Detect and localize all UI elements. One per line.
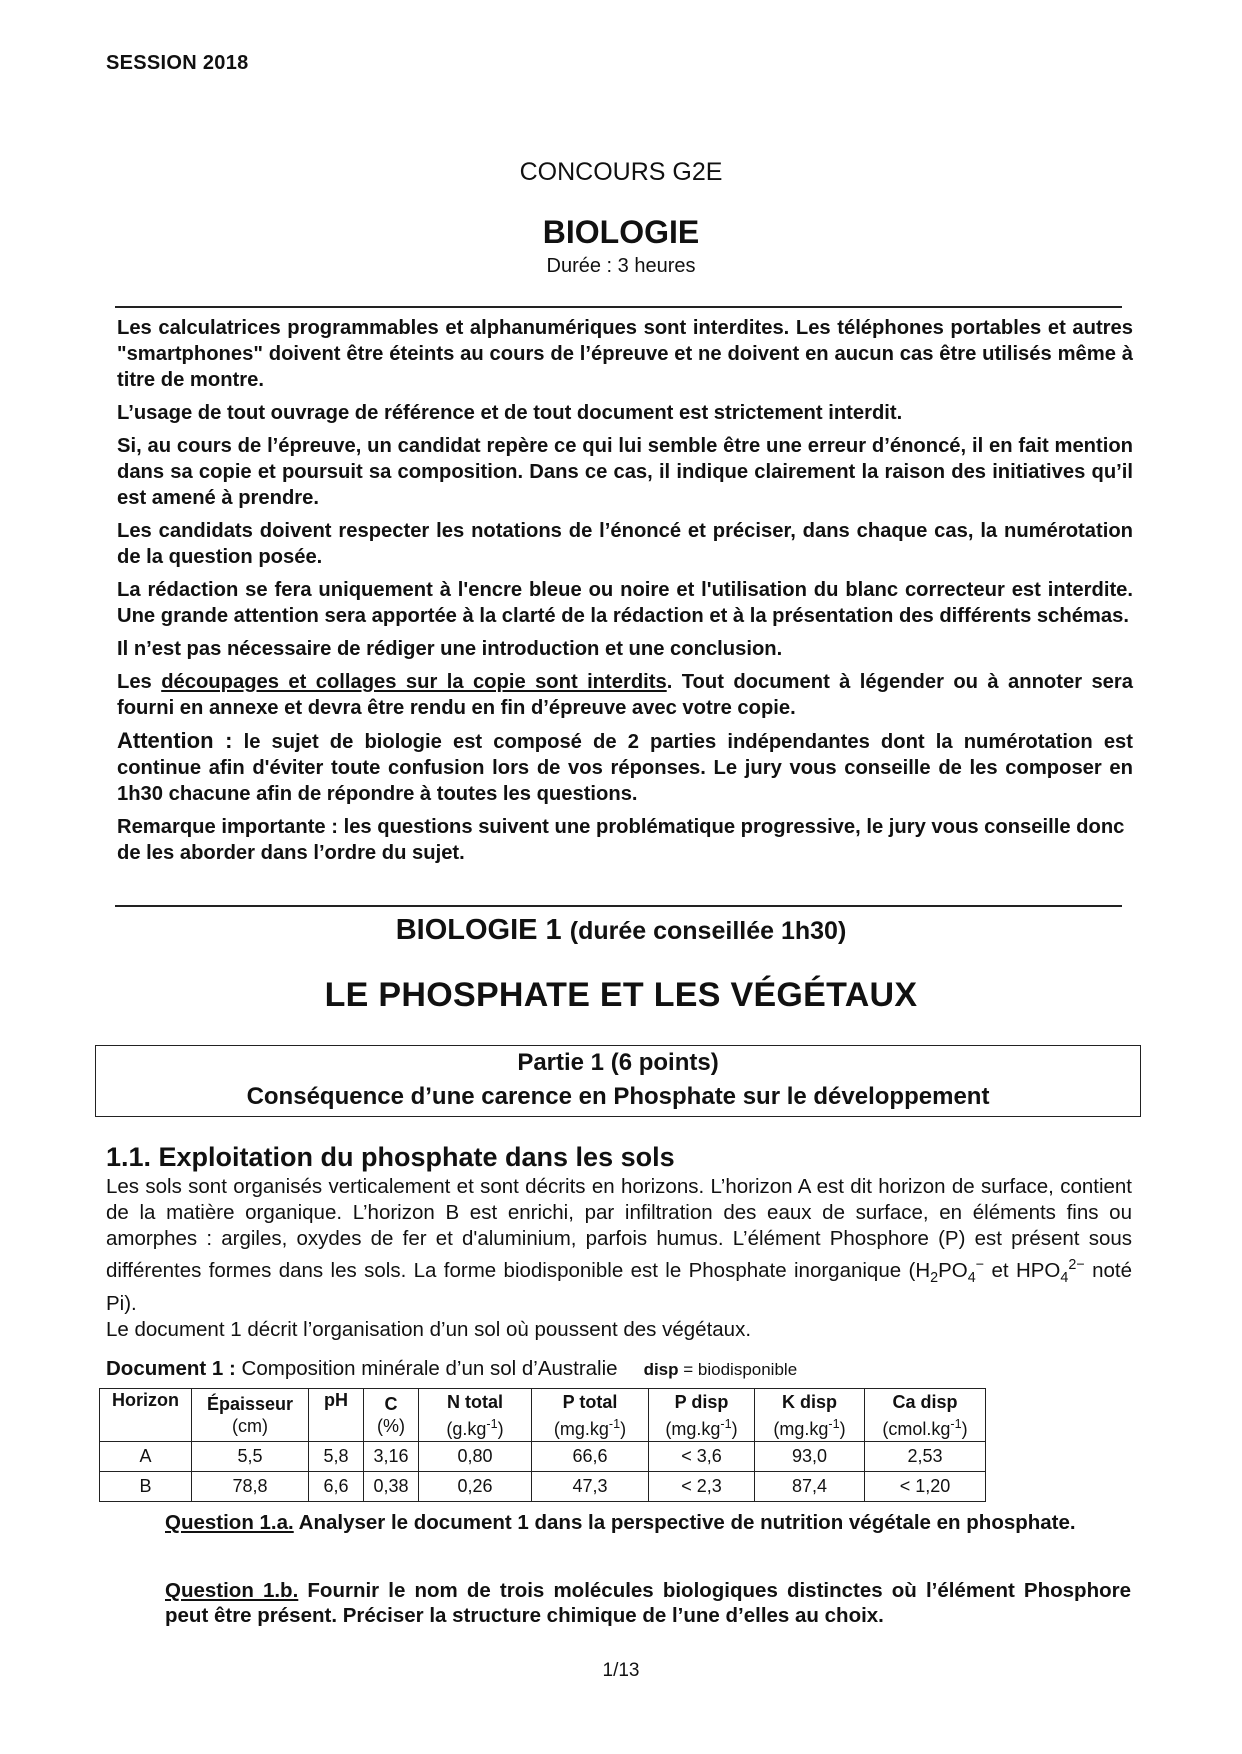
rule-paragraph: La rédaction se fera uniquement à l'encre bleue ou noire et l'utilisation du blanc correcteur est interdite. Une grande attention sera apportée à la clarté de la rédaction et à la présentation des différents schémas. — [117, 579, 1133, 627]
table-cell: 5,8 — [309, 1442, 364, 1472]
subject-title: BIOLOGIE — [542, 214, 700, 250]
question-text: Analyser le document 1 dans la perspective de nutrition végétale en phosphate. — [293, 1511, 1076, 1534]
rule-underlined-text: découpages et collages sur la copie sont interdits — [161, 671, 667, 693]
table-cell: A — [100, 1442, 192, 1472]
note-bold: disp — [643, 1360, 679, 1379]
top-rule — [115, 306, 1122, 308]
table-header-cell — [532, 1389, 649, 1442]
table-cell: < 3,6 — [649, 1442, 755, 1472]
biologie-1-label: BIOLOGIE 1 — [395, 914, 562, 946]
superscript: − — [975, 1257, 985, 1273]
note-text: = biodisponible — [678, 1360, 798, 1379]
table-cell: 47,3 — [532, 1472, 649, 1502]
biologie-1-heading — [0, 914, 1242, 947]
concours-title: CONCOURS G2E — [519, 158, 723, 186]
table-cell: 2,53 — [865, 1442, 986, 1472]
table-cell: 0,80 — [419, 1442, 532, 1472]
header-name: Épaisseur — [206, 1394, 294, 1414]
table-header-row — [100, 1389, 986, 1442]
header-name: C — [384, 1394, 398, 1414]
table-header-cell — [309, 1389, 364, 1442]
section-paragraph — [106, 1174, 1132, 1317]
table-cell: 5,5 — [192, 1442, 309, 1472]
header-unit: (%) — [377, 1416, 405, 1436]
table-cell: < 1,20 — [865, 1472, 986, 1502]
attention-label: Attention : — [117, 728, 233, 753]
question-1b — [165, 1578, 1131, 1628]
question-1a — [165, 1510, 1131, 1535]
header-unit: $(mg.kg^{-1})$ — [553, 1416, 627, 1439]
header-unit: $(cmol.kg^{-1})$ — [882, 1416, 968, 1439]
header-unit: (cm) — [232, 1416, 268, 1436]
exam-rules — [117, 315, 1133, 873]
table-cell: 3,16 — [364, 1442, 419, 1472]
subscript: 4 — [1060, 1269, 1069, 1286]
header-name: N total — [447, 1391, 503, 1412]
rule-paragraph — [117, 728, 1133, 807]
question-label: Question 1.a. — [165, 1511, 294, 1534]
header-name: K disp — [781, 1391, 837, 1412]
section-paragraph: Le document 1 décrit l’organisation d’un sol où poussent des végétaux. — [106, 1317, 752, 1341]
table-header-cell — [649, 1389, 755, 1442]
soil-composition-table — [99, 1388, 986, 1502]
header-unit: $(mg.kg^{-1})$ — [665, 1416, 738, 1439]
table-cell: B — [100, 1472, 192, 1502]
part-box — [95, 1045, 1141, 1117]
header-name: pH — [324, 1390, 348, 1410]
header-name: Ca disp — [892, 1391, 958, 1412]
paragraph-text: Les sols sont organisés verticalement et sont décrits en horizons. L’horizon A est dit horizon de surface, contient de la matière organique. L’horizon B est enrichi, par infiltration des eaux de surface, en éléments fins ou amorphes : argiles, oxydes de fer et d'aluminium, parfois humus. L’élément Phosphore (P) est présent sous différentes formes dans les sols. La forme biodisponible est le Phosphate inorganique (H — [106, 1175, 1132, 1282]
superscript: 2− — [1068, 1257, 1085, 1273]
table-cell: 93,0 — [755, 1442, 865, 1472]
document-label: Document 1 : — [106, 1357, 236, 1380]
paragraph-text: PO — [938, 1258, 968, 1282]
table-header-cell — [419, 1389, 532, 1442]
question-label: Question 1.b. — [165, 1579, 299, 1602]
table-header-cell — [192, 1389, 309, 1442]
table-cell: 87,4 — [755, 1472, 865, 1502]
table-cell: 78,8 — [192, 1472, 309, 1502]
table-row — [100, 1472, 986, 1502]
page-number: 1/13 — [602, 1660, 640, 1681]
rule-paragraph: Les candidats doivent respecter les notations de l’énoncé et préciser, dans chaque cas, la numérotation de la question posée. — [117, 520, 1133, 568]
part-box-title: Partie 1 (6 points) — [517, 1049, 719, 1076]
section-body — [106, 1174, 1132, 1343]
section-heading: 1.1. Exploitation du phosphate dans les sols — [106, 1142, 675, 1172]
rule-paragraph: Il n’est pas nécessaire de rédiger une introduction et une conclusion. — [117, 638, 783, 660]
session-label: SESSION 2018 — [106, 52, 249, 74]
rule-paragraph: Remarque importante : les questions suivent une problématique progressive, le jury vous conseille donc de les aborder dans l’ordre du sujet. — [117, 816, 1125, 864]
rule-text: le sujet de biologie est composé de 2 parties indépendantes dont la numérotation est continue afin d'éviter toute confusion lors de vos réponses. Le jury vous conseille de les composer en 1h30 chacune afin de répondre à toutes les questions. — [117, 731, 1133, 805]
rule-paragraph — [117, 669, 1133, 721]
subscript: 4 — [967, 1269, 976, 1286]
document-caption-text: Composition minérale d’un sol d’Australie — [235, 1357, 618, 1380]
rule-text: Les — [117, 671, 162, 693]
rule-paragraph: L’usage de tout ouvrage de référence et de tout document est strictement interdit. — [117, 402, 903, 424]
header-unit: $(mg.kg^{-1})$ — [773, 1416, 846, 1439]
rule-paragraph: Si, au cours de l’épreuve, un candidat repère ce qui lui semble être une erreur d’énoncé, il en fait mention dans sa copie et poursuit sa composition. Dans ce cas, il indique clairement la raison des initiatives qu’il est amené à prendre. — [117, 435, 1133, 509]
subscript: 2 — [930, 1269, 939, 1286]
table-header-cell — [100, 1389, 192, 1442]
duration-label: Durée : 3 heures — [546, 255, 696, 277]
table-row — [100, 1442, 986, 1472]
rule-paragraph: Les calculatrices programmables et alphanumériques sont interdites. Les téléphones portables et autres "smartphones" doivent être éteints au cours de l’épreuve et ne doivent en aucun cas être utilisés même à titre de montre. — [117, 317, 1133, 391]
table-header-cell — [755, 1389, 865, 1442]
rule-text: . Tout document à légender ou à annoter sera fourni en annexe et devra être rendu en fin d’épreuve avec votre copie. — [117, 671, 1133, 719]
table-cell: 0,38 — [364, 1472, 419, 1502]
question-text: Fournir le nom de trois molécules biologiques distinctes où l’élément Phosphore peut être présent. Préciser la structure chimique de l’une d’elles au choix. — [165, 1579, 1131, 1627]
bottom-rule — [115, 905, 1122, 907]
biologie-1-duration: (durée conseillée 1h30) — [569, 917, 847, 945]
table-cell: < 2,3 — [649, 1472, 755, 1502]
part-box-subtitle: Conséquence d’une carence en Phosphate sur le développement — [246, 1083, 990, 1110]
paragraph-text: noté Pi). — [106, 1258, 1132, 1315]
table-body — [100, 1442, 986, 1502]
table-header-cell — [865, 1389, 986, 1442]
table-cell: 0,26 — [419, 1472, 532, 1502]
header-unit: $(g.kg^{-1})$ — [446, 1416, 504, 1439]
header-name: Horizon — [112, 1390, 179, 1410]
table-cell: 66,6 — [532, 1442, 649, 1472]
paragraph-text: et HPO — [984, 1258, 1061, 1282]
document-caption — [106, 1357, 797, 1381]
header-name: P disp — [674, 1391, 729, 1412]
main-title: LE PHOSPHATE ET LES VÉGÉTAUX — [324, 976, 918, 1014]
document-note — [644, 1360, 798, 1379]
table-header-cell — [364, 1389, 419, 1442]
table-cell: 6,6 — [309, 1472, 364, 1502]
header-name: P total — [562, 1391, 618, 1412]
